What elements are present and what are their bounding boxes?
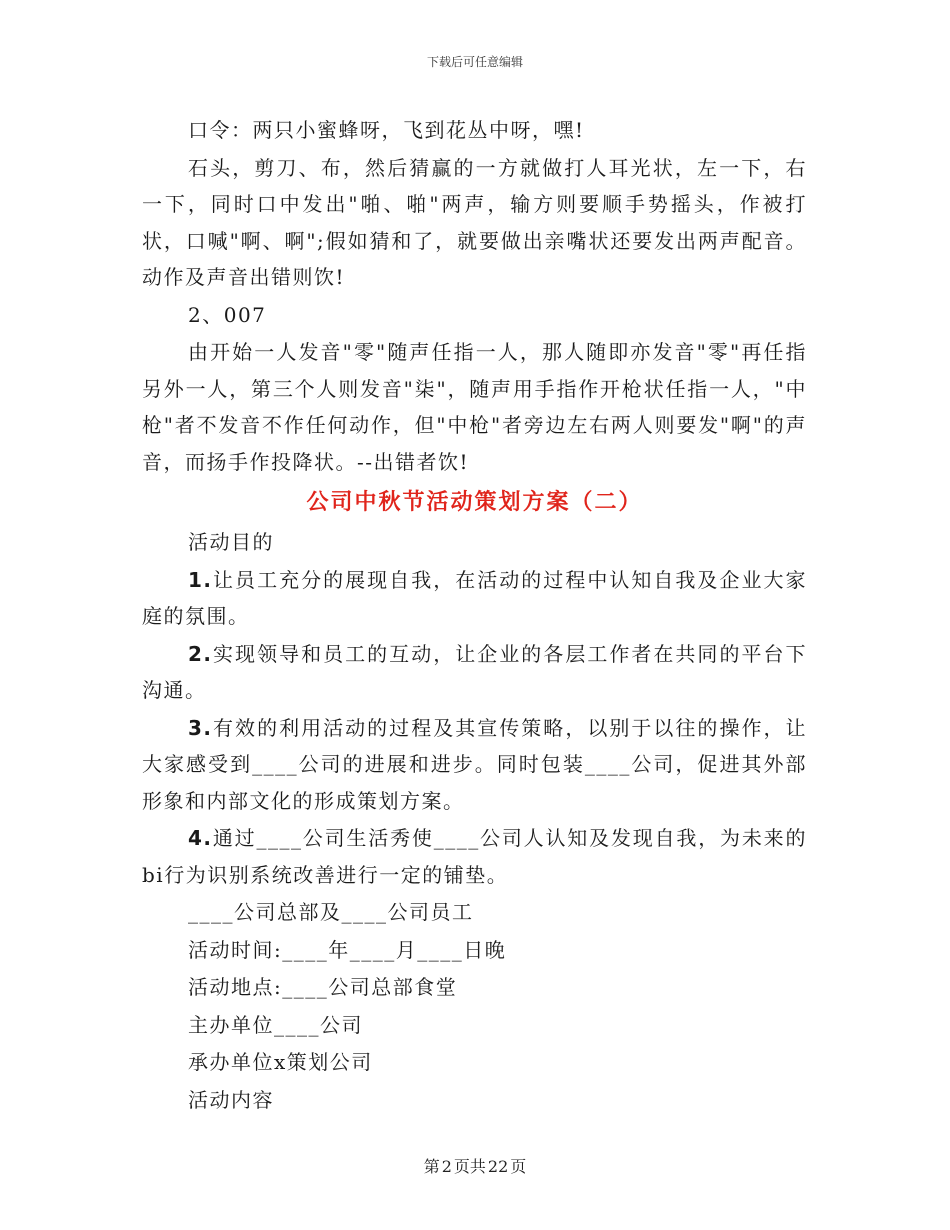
purpose-label: 活动目的 (188, 530, 274, 554)
paragraph-game-rules: 石头，剪刀、布，然后猜赢的一方就做打人耳光状，左一下，右一下，同时口中发出"啪、啪"两声，输方则要顺手势摇头，作被打状，口喊"啊、啊";假如猜和了，就要做出亲嘴状还要发出两声配音。动作及声音出错则饮! (142, 155, 807, 289)
item-text: 让员工充分的展现自我，在活动的过程中认知自我及企业大家庭的氛围。 (142, 567, 807, 628)
page-total: 22 (487, 1157, 509, 1176)
purpose-item-2 (142, 636, 807, 709)
paragraph-game-007-rules: 由开始一人发音"零"随声任指一人，那人随即亦发音"零"再任指另外一人，第三个人则发音"柒"，随声用手指作开枪状任指一人，"中枪"者不发音不作任何动作，但"中枪"者旁边左右两人则要发"啊"的声音，而扬手作投降状。--出错者饮! (142, 340, 807, 474)
page-suffix: 页 (510, 1157, 527, 1176)
event-host: 主办单位____公司 (188, 1012, 363, 1037)
item-text: 通过____公司生活秀使____公司人认知及发现自我，为未来的bi行为识别系统改善进行一定的铺垫。 (142, 826, 807, 887)
event-place: 活动地点:____公司总部食堂 (188, 975, 458, 999)
section-title: 公司中秋节活动策划方案（二） (306, 490, 643, 515)
item-text: 有效的利用活动的过程及其宣传策略，以别于以往的操作，让大家感受到____公司的进展和进步。同时包装____公司，促进其外部形象和内部文化的形成策划方案。 (142, 715, 807, 813)
page-footer (0, 1154, 950, 1177)
item-number: 4. (188, 826, 213, 850)
item-number: 1. (188, 567, 213, 592)
purpose-item-1 (142, 562, 807, 635)
item-number: 2. (188, 641, 213, 666)
paragraph-slogan: 口令：两只小蜜蜂呀，飞到花丛中呀，嘿! (188, 118, 585, 142)
item-text: 实现领导和员工的互动，让企业的各层工作者在共同的平台下沟通。 (142, 641, 807, 702)
page-middle: 页共 (453, 1157, 486, 1176)
participants: ____公司总部及____公司员工 (188, 900, 474, 924)
paragraph-game-007-heading: 2、007 (188, 302, 267, 327)
event-organizer: 承办单位x策划公司 (188, 1050, 373, 1074)
item-number: 3. (188, 715, 213, 740)
page-prefix: 第 (423, 1157, 440, 1176)
page-header: 下载后可任意编辑 (426, 55, 523, 69)
content-label: 活动内容 (188, 1087, 274, 1112)
event-time: 活动时间:____年____月____日晚 (188, 937, 507, 962)
page-current: 2 (441, 1157, 452, 1176)
purpose-item-3 (142, 710, 807, 820)
document-body (142, 112, 807, 1119)
purpose-item-4 (142, 820, 807, 893)
